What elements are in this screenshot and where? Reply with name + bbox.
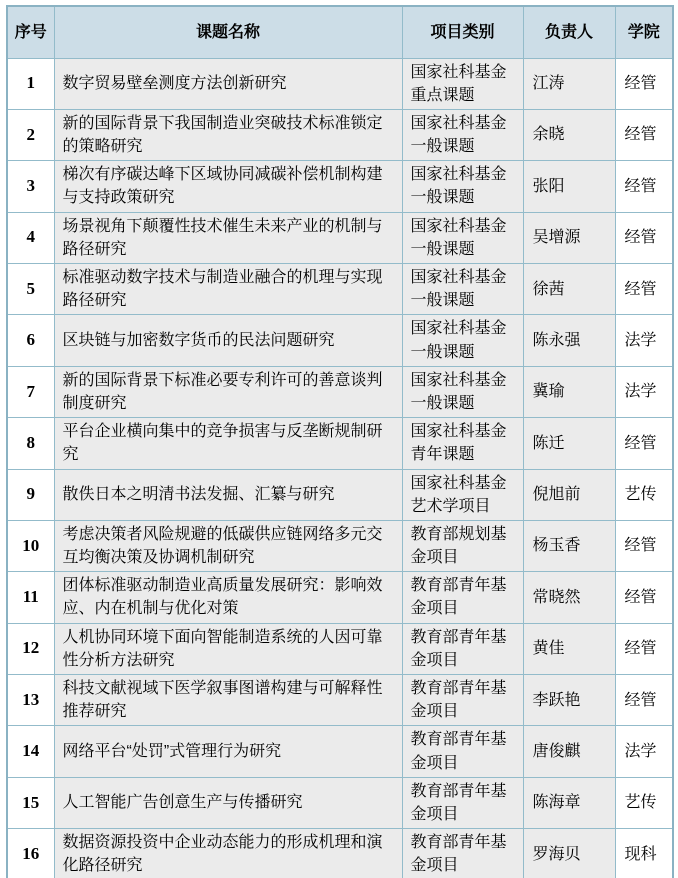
cell-leader: 陈海章 xyxy=(523,777,615,828)
header-college: 学院 xyxy=(615,6,673,58)
cell-serial-number: 15 xyxy=(7,777,54,828)
cell-project-category: 国家社科基金一般课题 xyxy=(402,161,523,212)
cell-leader: 杨玉香 xyxy=(523,520,615,571)
table-row xyxy=(7,520,673,571)
table-body xyxy=(7,58,673,878)
cell-college: 艺传 xyxy=(615,469,673,520)
cell-project-title: 区块链与加密数字货币的民法问题研究 xyxy=(54,315,402,366)
cell-project-title: 场景视角下颠覆性技术催生未来产业的机制与路径研究 xyxy=(54,212,402,263)
cell-leader: 陈迁 xyxy=(523,418,615,469)
cell-project-category: 国家社科基金一般课题 xyxy=(402,109,523,160)
cell-project-category: 教育部青年基金项目 xyxy=(402,726,523,777)
cell-project-title: 考虑决策者风险规避的低碳供应链网络多元交互均衡决策及协调机制研究 xyxy=(54,520,402,571)
header-project-title: 课题名称 xyxy=(54,6,402,58)
cell-project-category: 国家社科基金一般课题 xyxy=(402,264,523,315)
cell-college: 经管 xyxy=(615,520,673,571)
cell-serial-number: 6 xyxy=(7,315,54,366)
cell-serial-number: 16 xyxy=(7,829,54,878)
cell-project-category: 教育部规划基金项目 xyxy=(402,520,523,571)
cell-college: 经管 xyxy=(615,161,673,212)
cell-serial-number: 7 xyxy=(7,366,54,417)
header-leader: 负责人 xyxy=(523,6,615,58)
table-row xyxy=(7,212,673,263)
cell-project-title: 科技文献视域下医学叙事图谱构建与可解释性推荐研究 xyxy=(54,675,402,726)
cell-college: 经管 xyxy=(615,58,673,109)
cell-leader: 江涛 xyxy=(523,58,615,109)
cell-college: 艺传 xyxy=(615,777,673,828)
cell-project-category: 国家社科基金青年课题 xyxy=(402,418,523,469)
cell-serial-number: 12 xyxy=(7,623,54,674)
cell-serial-number: 4 xyxy=(7,212,54,263)
table-row xyxy=(7,418,673,469)
cell-college: 现科 xyxy=(615,829,673,878)
cell-project-title: 人机协同环境下面向智能制造系统的人因可靠性分析方法研究 xyxy=(54,623,402,674)
cell-college: 经管 xyxy=(615,264,673,315)
table-row xyxy=(7,109,673,160)
cell-serial-number: 5 xyxy=(7,264,54,315)
cell-project-title: 网络平台“处罚”式管理行为研究 xyxy=(54,726,402,777)
table-row xyxy=(7,829,673,878)
table-row xyxy=(7,777,673,828)
cell-project-category: 国家社科基金重点课题 xyxy=(402,58,523,109)
cell-leader: 徐茜 xyxy=(523,264,615,315)
cell-college: 经管 xyxy=(615,109,673,160)
cell-leader: 陈永强 xyxy=(523,315,615,366)
cell-leader: 罗海贝 xyxy=(523,829,615,878)
table-row xyxy=(7,366,673,417)
cell-college: 法学 xyxy=(615,726,673,777)
cell-project-title: 散佚日本之明清书法发掘、汇纂与研究 xyxy=(54,469,402,520)
header-serial-number: 序号 xyxy=(7,6,54,58)
cell-project-title: 团体标准驱动制造业高质量发展研究：影响效应、内在机制与优化对策 xyxy=(54,572,402,623)
cell-serial-number: 3 xyxy=(7,161,54,212)
table-row xyxy=(7,161,673,212)
cell-serial-number: 8 xyxy=(7,418,54,469)
table-row xyxy=(7,469,673,520)
cell-serial-number: 1 xyxy=(7,58,54,109)
cell-leader: 李跃艳 xyxy=(523,675,615,726)
cell-project-title: 梯次有序碳达峰下区域协同减碳补偿机制构建与支持政策研究 xyxy=(54,161,402,212)
cell-college: 法学 xyxy=(615,315,673,366)
cell-college: 经管 xyxy=(615,675,673,726)
cell-college: 经管 xyxy=(615,212,673,263)
cell-project-category: 教育部青年基金项目 xyxy=(402,572,523,623)
cell-project-category: 教育部青年基金项目 xyxy=(402,777,523,828)
header-project-category: 项目类别 xyxy=(402,6,523,58)
cell-serial-number: 14 xyxy=(7,726,54,777)
cell-college: 法学 xyxy=(615,366,673,417)
cell-serial-number: 2 xyxy=(7,109,54,160)
projects-table xyxy=(6,5,674,878)
cell-project-category: 国家社科基金一般课题 xyxy=(402,212,523,263)
cell-serial-number: 9 xyxy=(7,469,54,520)
cell-project-title: 标准驱动数字技术与制造业融合的机理与实现路径研究 xyxy=(54,264,402,315)
table-row xyxy=(7,675,673,726)
table-row xyxy=(7,315,673,366)
cell-leader: 余晓 xyxy=(523,109,615,160)
cell-project-category: 国家社科基金艺术学项目 xyxy=(402,469,523,520)
cell-project-category: 教育部青年基金项目 xyxy=(402,623,523,674)
cell-project-category: 国家社科基金一般课题 xyxy=(402,315,523,366)
cell-project-title: 新的国际背景下我国制造业突破技术标准锁定的策略研究 xyxy=(54,109,402,160)
table-row xyxy=(7,726,673,777)
cell-leader: 唐俊麒 xyxy=(523,726,615,777)
cell-college: 经管 xyxy=(615,623,673,674)
table-row xyxy=(7,58,673,109)
cell-leader: 倪旭前 xyxy=(523,469,615,520)
cell-serial-number: 11 xyxy=(7,572,54,623)
cell-project-title: 人工智能广告创意生产与传播研究 xyxy=(54,777,402,828)
cell-project-category: 国家社科基金一般课题 xyxy=(402,366,523,417)
cell-college: 经管 xyxy=(615,418,673,469)
cell-project-title: 数据资源投资中企业动态能力的形成机理和演化路径研究 xyxy=(54,829,402,878)
table-row xyxy=(7,264,673,315)
table-header-row xyxy=(7,6,673,58)
cell-project-title: 新的国际背景下标准必要专利许可的善意谈判制度研究 xyxy=(54,366,402,417)
cell-project-title: 数字贸易壁垒测度方法创新研究 xyxy=(54,58,402,109)
cell-leader: 黄佳 xyxy=(523,623,615,674)
cell-leader: 张阳 xyxy=(523,161,615,212)
cell-serial-number: 10 xyxy=(7,520,54,571)
table-row xyxy=(7,623,673,674)
cell-serial-number: 13 xyxy=(7,675,54,726)
cell-project-title: 平台企业横向集中的竞争损害与反垄断规制研究 xyxy=(54,418,402,469)
cell-project-category: 教育部青年基金项目 xyxy=(402,829,523,878)
table-row xyxy=(7,572,673,623)
cell-leader: 常晓然 xyxy=(523,572,615,623)
cell-leader: 冀瑜 xyxy=(523,366,615,417)
cell-college: 经管 xyxy=(615,572,673,623)
cell-project-category: 教育部青年基金项目 xyxy=(402,675,523,726)
cell-leader: 吴增源 xyxy=(523,212,615,263)
